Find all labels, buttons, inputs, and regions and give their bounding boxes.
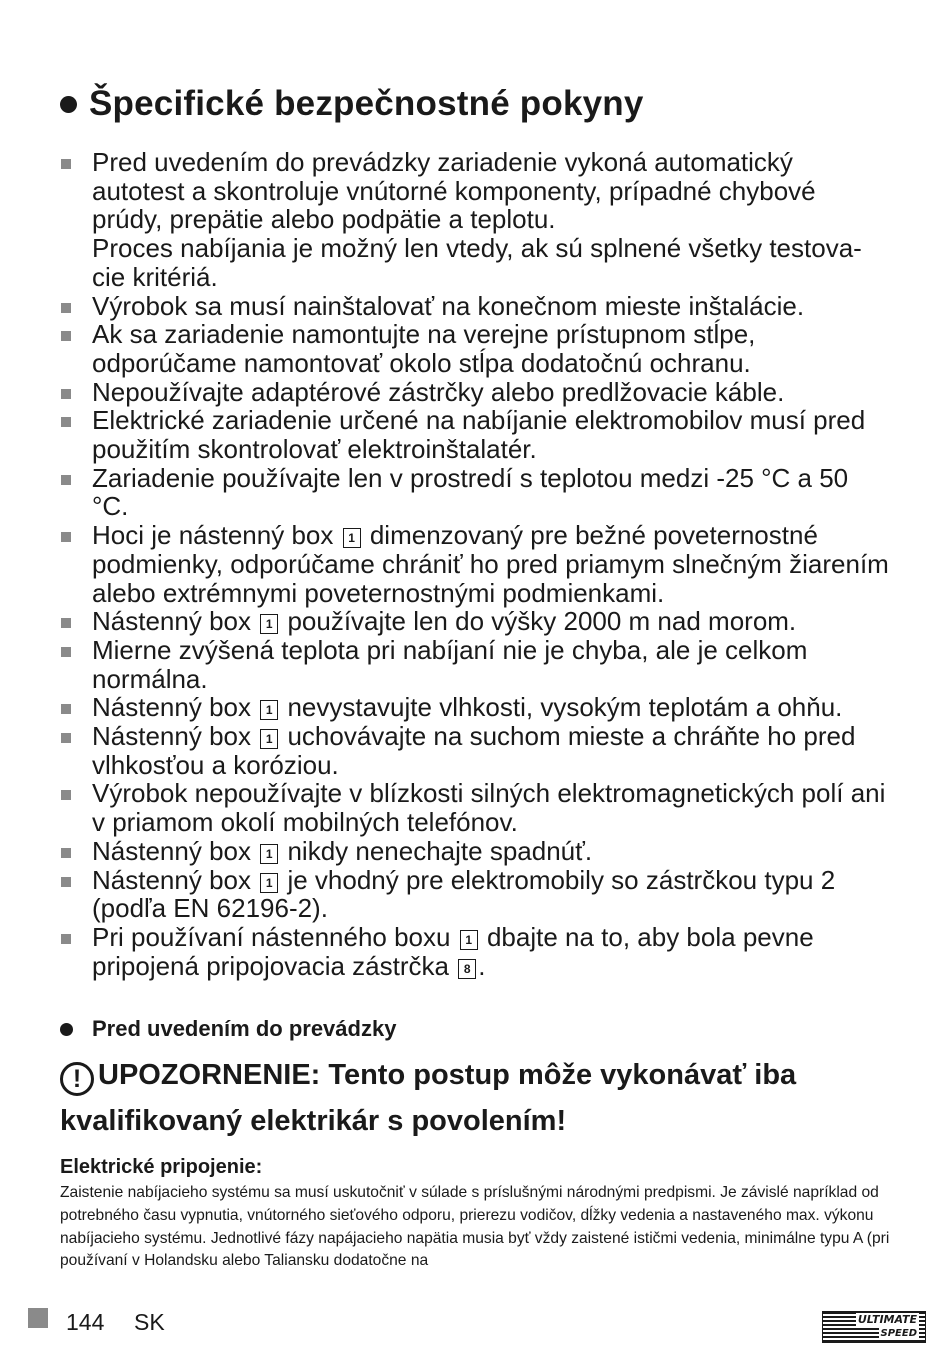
- list-item-text: Pri používaní nástenného boxu: [92, 921, 451, 952]
- warning-label: UPOZORNENIE:: [98, 1059, 321, 1091]
- list-item-text: Výrobok sa musí nainštalovať na konečnom mieste inštalácie.: [92, 290, 805, 321]
- section-heading-text: Špecifické bezpečnostné pokyny: [89, 84, 644, 123]
- ultimate-speed-logo: [822, 1311, 926, 1343]
- list-item: [60, 378, 890, 407]
- list-item: [60, 923, 890, 980]
- list-item: [60, 148, 890, 292]
- electrical-connection-body: Zaistenie nabíjacieho systému sa musí uskutočniť v súlade s príslušnými národnými predpismi. Je závislé napríklad od potrebného času vypnutia, vnútorného sieťového odporu, prierezu vodičov, dĺžky vedenia a nastaveného max. výkonu nabíjacieho systému. Jednotlivé fázy napájacieho napätia musia byť vždy zaistené ističmi vedenia, minimálne typu A (pri používaní v Holandsku alebo Taliansku dodatočne na: [60, 1184, 890, 1270]
- exclamation-icon: !: [60, 1062, 94, 1096]
- square-bullet-icon: [61, 417, 71, 427]
- warning-text: Tento postup môže vykonávať iba kvalifikovaný elektrikár s povolením!: [60, 1059, 797, 1137]
- logo-text-line2: SPEED: [880, 1328, 917, 1339]
- part-reference-badge: 1: [460, 930, 478, 950]
- warning-notice: [60, 1052, 900, 1144]
- page-number: 144: [66, 1309, 105, 1335]
- subsection-heading-text: Pred uvedením do prevádzky: [92, 1016, 397, 1041]
- part-reference-badge: 8: [458, 959, 476, 979]
- list-item-text: Ak sa zariadenie namontujte na verejne prístupnom stĺpe, odporúčame namontovať okolo stĺpa dodatočnú ochranu.: [92, 319, 756, 378]
- list-item-text: Nástenný box: [92, 606, 251, 637]
- list-item: [60, 320, 890, 377]
- square-bullet-icon: [61, 159, 71, 169]
- square-bullet-icon: [61, 618, 71, 628]
- list-item-text: Nástenný box: [92, 692, 251, 723]
- list-item: [60, 779, 890, 836]
- bullet-dot-icon: [60, 1023, 73, 1036]
- list-item-text: Mierne zvýšená teplota pri nabíjaní nie je chyba, ale je celkom normálna.: [92, 634, 808, 694]
- safety-instructions-list: [60, 148, 890, 980]
- square-bullet-icon: [61, 389, 71, 399]
- list-item: [60, 837, 890, 866]
- square-bullet-icon: [61, 532, 71, 542]
- list-item: [60, 607, 890, 636]
- square-bullet-icon: [61, 331, 71, 341]
- list-item-text: je vhodný pre elektromobily so zástrčkou typu 2 (podľa EN 62196-2).: [92, 864, 836, 924]
- logo-text-line1: ULTIMATE: [857, 1313, 917, 1326]
- list-item-text: dbajte na to, aby bola pevne pripojená pripojovacia zástrčka: [92, 921, 814, 981]
- square-bullet-icon: [61, 934, 71, 944]
- list-item: [60, 722, 890, 779]
- list-item-text: nikdy nenechajte spadnúť.: [287, 835, 593, 866]
- subsection-heading: [60, 1016, 396, 1042]
- part-reference-badge: 1: [260, 729, 278, 749]
- list-item-text: Zariadenie používajte len v prostredí s teplotou medzi -25 °C a 50 °C.: [92, 462, 849, 522]
- list-item: [60, 464, 890, 521]
- list-item-text: Nástenný box: [92, 864, 251, 895]
- language-code: SK: [134, 1309, 165, 1335]
- electrical-connection-title: Elektrické pripojenie:: [60, 1156, 263, 1178]
- part-reference-badge: 1: [260, 700, 278, 720]
- square-bullet-icon: [61, 790, 71, 800]
- list-item: [60, 866, 890, 923]
- list-item: [60, 406, 890, 463]
- part-reference-badge: 1: [260, 873, 278, 893]
- list-item-text: Nástenný box: [92, 835, 251, 866]
- list-item: [60, 521, 890, 607]
- list-item-text: Proces nabíjania je možný len vtedy, ak sú splnené všetky testova-cie kritériá.: [92, 233, 862, 292]
- list-item-text: Nepoužívajte adaptérové zástrčky alebo predlžovacie káble.: [92, 376, 785, 407]
- square-bullet-icon: [61, 877, 71, 887]
- list-item-text: Hoci je nástenný box: [92, 520, 334, 551]
- list-item-text: uchovávajte na suchom mieste a chráňte ho pred vlhkosťou a koróziou.: [92, 721, 856, 780]
- bullet-dot-icon: [60, 96, 77, 113]
- part-reference-badge: 1: [260, 614, 278, 634]
- list-item: [60, 292, 890, 321]
- list-item-text: používajte len do výšky 2000 m nad morom.: [287, 606, 797, 637]
- square-bullet-icon: [61, 733, 71, 743]
- part-reference-badge: 1: [343, 528, 361, 548]
- square-bullet-icon: [61, 704, 71, 714]
- list-item-text: nevystavujte vlhkosti, vysokým teplotám a ohňu.: [287, 692, 843, 723]
- square-bullet-icon: [61, 475, 71, 485]
- square-bullet-icon: [61, 848, 71, 858]
- list-item: [60, 636, 890, 693]
- square-bullet-icon: [61, 647, 71, 657]
- list-item-text: .: [478, 950, 486, 981]
- square-bullet-icon: [61, 303, 71, 313]
- footer-square-icon: [28, 1308, 48, 1328]
- list-item: [60, 693, 890, 722]
- list-item-text: dimenzovaný pre bežné poveternostné podmienky, odporúčame chrániť ho pred priamym slnečným žiarením alebo extrémnymi poveternostnými podmienkami.: [92, 520, 889, 608]
- part-reference-badge: 1: [260, 844, 278, 864]
- list-item-text: Výrobok nepoužívajte v blízkosti silných elektromagnetických polí ani v priamom okolí mobilných telefónov.: [92, 778, 886, 838]
- section-heading: [60, 84, 644, 124]
- list-item-text: Pred uvedením do prevádzky zariadenie vykoná automatický autotest a skontroluje vnútorné komponenty, prípadné chybové prúdy, prepätie alebo podpätie a teplotu.: [92, 147, 816, 235]
- list-item-text: Nástenný box: [92, 721, 251, 752]
- list-item-text: Elektrické zariadenie určené na nabíjanie elektromobilov musí pred použitím skontrolovať elektroinštalatér.: [92, 405, 866, 465]
